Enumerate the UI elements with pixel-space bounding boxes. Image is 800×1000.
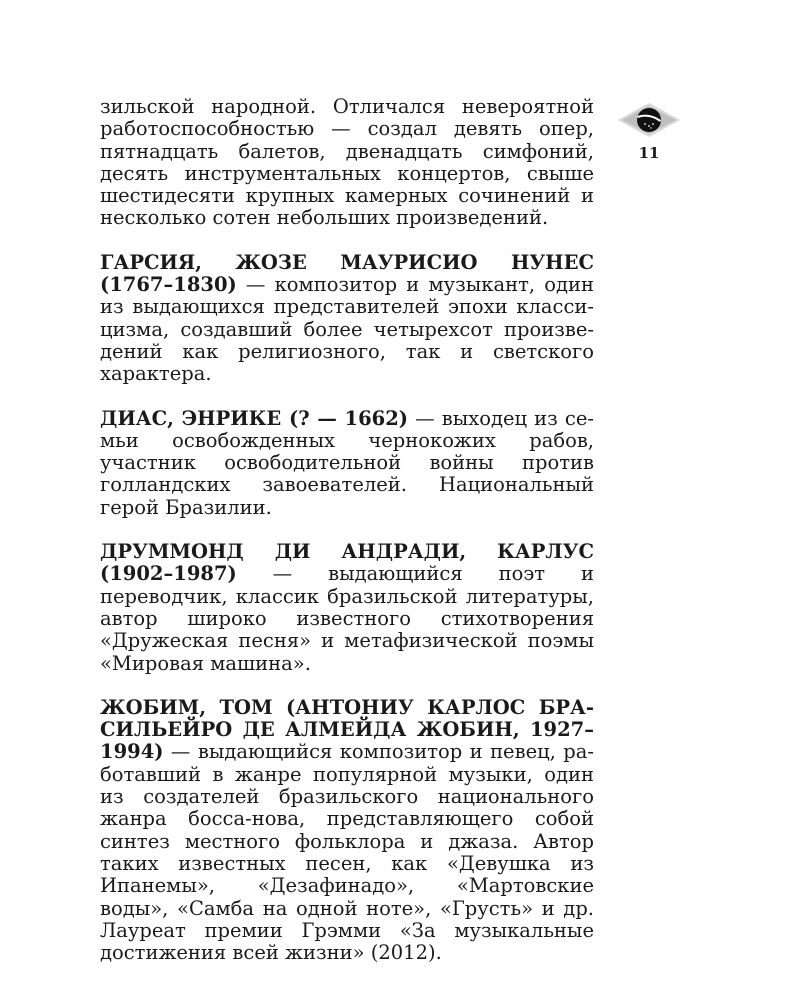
entry-body: зильской народной. Отличался невероятной работоспособностью — создал девять опер, пятнадцать балетов, двенадцать симфоний, десять инструментальных концертов, свыше шестидесяти крупных камерных сочинений и несколько сотен небольших произведений. bbox=[100, 95, 594, 230]
entry-garcia bbox=[100, 252, 594, 386]
entry-body: — выдающийся композитор и певец, работавший в жанре популярной музыки, один из создателей бразильского национального жанра босса-нова, представляющего собой синтез местного фольклора и джаза. Автор таких известных песен, как «Девушка из Ипанемы», «Дезафинадо», «Мартовские воды», «Самба на одной ноте», «Грусть» и др. Лауреат премии Грэмми «За музыкальные достижения всей жизни» (2012). bbox=[100, 740, 594, 965]
entry-dias bbox=[100, 408, 594, 519]
entry-jobim bbox=[100, 697, 594, 965]
entry-drummond bbox=[100, 541, 594, 675]
entry-body: — выдающийся поэт и переводчик, классик бразильской литературы, автор широко известного стихотворения «Дружеская песня» и метафизической поэмы «Мировая машина». bbox=[100, 562, 594, 675]
entry-head: ГАРСИЯ, ЖОЗЕ МАУРИСИО НУНЕС (1767–1830) bbox=[100, 250, 594, 297]
page-number: 11 bbox=[638, 144, 660, 162]
entry-head: ЖОБИМ, ТОМ (АНТОНИУ КАРЛОС БРАСИЛЬЕЙРО ДЕ АЛМЕЙДА ЖОБИН, 1927–1994) bbox=[100, 695, 594, 764]
entry-body: — выходец из семьи освобожденных чернокожих рабов, участник освободительной войны против голландских завоевателей. Национальный герой Бразилии. bbox=[100, 406, 594, 519]
entry-continuation bbox=[100, 96, 594, 230]
entry-head: ДРУММОНД ДИ АНДРАДИ, КАРЛУС (1902–1987) bbox=[100, 540, 594, 586]
main-text bbox=[100, 96, 594, 964]
entry-head: ДИАС, ЭНРИКЕ (? — 1662) bbox=[100, 406, 409, 430]
entry-body: — композитор и музыкант, один из выдающихся представителей эпохи классицизма, создавший более четырехсот произведений как религиозного, так и светского характера. bbox=[100, 273, 594, 386]
